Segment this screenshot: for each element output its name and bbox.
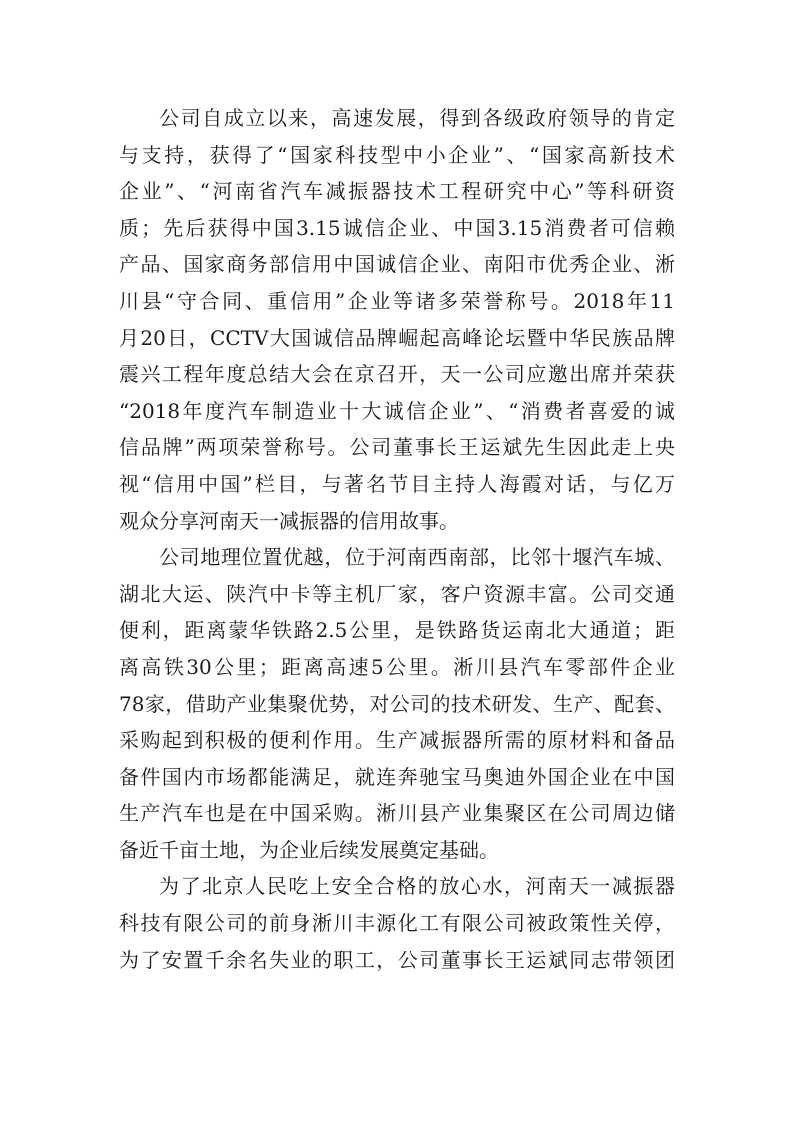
text-line: 公司自成立以来，高速发展，得到各级政府领导的肯定 — [159, 106, 675, 130]
text-line: 质；先后获得中国3.15诚信企业、中国3.15消费者可信赖 — [119, 215, 675, 240]
text-line: 月20日，CCTV大国诚信品牌崛起高峰论坛暨中华民族品牌 — [119, 325, 675, 350]
text-line: 川县“守合同、重信用”企业等诸多荣誉称号。2018年11 — [119, 288, 675, 313]
text-line: 科技有限公司的前身淅川丰源化工有限公司被政策性关停， — [119, 911, 675, 936]
text-line: 78家，借助产业集聚优势，对公司的技术研发、生产、配套、 — [119, 691, 675, 716]
text-line: 便利，距离蒙华铁路2.5公里，是铁路货运南北大通道；距 — [119, 618, 675, 643]
text-line: 采购起到积极的便利作用。生产减振器所需的原材料和备品 — [119, 728, 675, 753]
text-line: 离高铁30公里；距离高速5公里。淅川县汽车零部件企业 — [119, 654, 675, 679]
text-line: 信品牌”两项荣誉称号。公司董事长王运斌先生因此走上央 — [119, 435, 675, 460]
body-text — [119, 100, 675, 978]
text-line: 为了北京人民吃上安全合格的放心水，河南天一减振器 — [159, 874, 675, 899]
text-line: 湖北大运、陕汽中卡等主机厂家，客户资源丰富。公司交通 — [119, 581, 675, 606]
text-line: 与支持，获得了“国家科技型中小企业”、“国家高新技术 — [119, 142, 675, 167]
text-line: “2018年度汽车制造业十大诚信企业”、“消费者喜爱的诚 — [119, 398, 675, 423]
paragraph-2 — [119, 539, 675, 868]
text-line: 视“信用中国”栏目，与著名节目主持人海霞对话，与亿万 — [119, 471, 675, 496]
paragraph-1 — [119, 100, 675, 539]
paragraph-3 — [119, 868, 675, 978]
text-line: 产品、国家商务部信用中国诚信企业、南阳市优秀企业、淅 — [119, 252, 675, 277]
text-line: 备近千亩土地，为企业后续发展奠定基础。 — [119, 837, 499, 862]
text-line: 企业”、“河南省汽车减振器技术工程研究中心”等科研资 — [119, 179, 675, 204]
text-line: 备件国内市场都能满足，就连奔驰宝马奥迪外国企业在中国 — [119, 764, 675, 789]
text-line: 为了安置千余名失业的职工，公司董事长王运斌同志带领团 — [119, 947, 675, 972]
text-line: 公司地理位置优越，位于河南西南部，比邻十堰汽车城、 — [159, 545, 675, 570]
text-line: 震兴工程年度总结大会在京召开，天一公司应邀出席并荣获 — [119, 362, 675, 387]
text-line: 生产汽车也是在中国采购。淅川县产业集聚区在公司周边储 — [119, 801, 675, 826]
text-line: 观众分享河南天一减振器的信用故事。 — [119, 508, 459, 533]
